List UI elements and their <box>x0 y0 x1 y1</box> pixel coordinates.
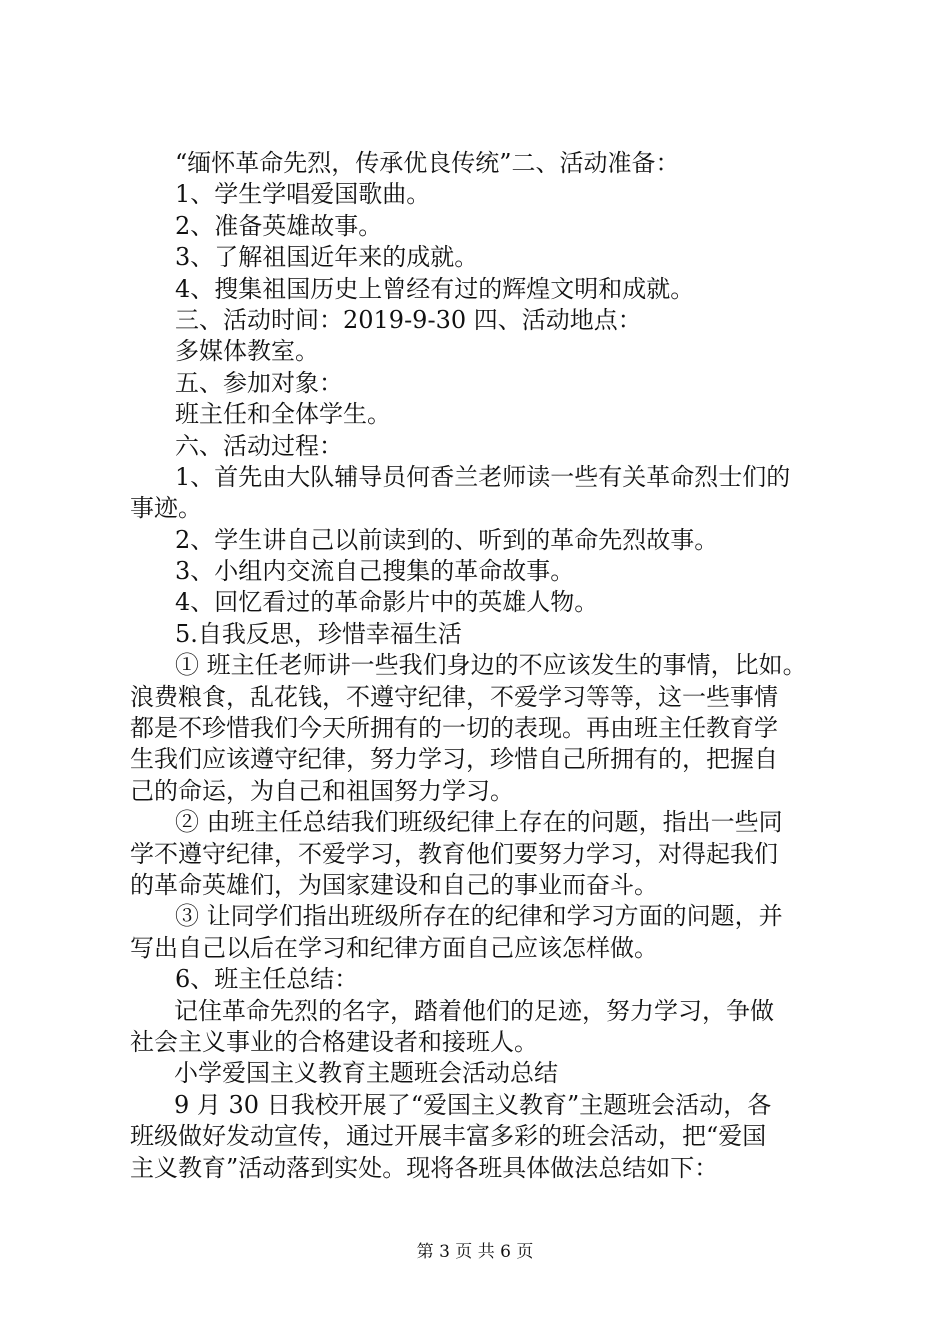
text-line: 班级做好发动宣传，通过开展丰富多彩的班会活动，把“爱国 <box>130 1122 767 1151</box>
page-footer: 第 3 页 共 6 页 <box>416 1242 534 1262</box>
text-line: 9 月 30 日我校开展了“爱国主义教育”主题班会活动，各 <box>174 1090 772 1119</box>
text-line: ① 班主任老师讲一些我们身边的不应该发生的事情，比如。 <box>175 651 807 680</box>
text-line: 五、参加对象： <box>175 368 343 397</box>
text-line: 5.自我反思，珍惜幸福生活 <box>175 619 462 648</box>
text-line: 浪费粮食，乱花钱，不遵守纪律，不爱学习等等，这一些事情 <box>130 682 778 711</box>
text-line: 写出自己以后在学习和纪律方面自己应该怎样做。 <box>130 933 658 962</box>
text-line: 2、学生讲自己以前读到的、听到的革命先烈故事。 <box>175 525 719 554</box>
text-line: 都是不珍惜我们今天所拥有的一切的表现。再由班主任教育学 <box>130 714 778 743</box>
text-line: 生我们应该遵守纪律，努力学习，珍惜自己所拥有的，把握自 <box>130 745 778 774</box>
text-line: 己的命运，为自己和祖国努力学习。 <box>130 776 514 805</box>
text-line: 3、小组内交流自己搜集的革命故事。 <box>175 557 575 586</box>
text-line: ③ 让同学们指出班级所存在的纪律和学习方面的问题，并 <box>175 902 783 931</box>
text-line: 班主任和全体学生。 <box>175 400 391 429</box>
text-line: 三、活动时间：2019-9-30 四、活动地点： <box>175 305 642 334</box>
text-line: 1、首先由大队辅导员何香兰老师读一些有关革命烈士们的 <box>175 462 791 491</box>
text-line: “缅怀革命先烈，传承优良传统”二、活动准备： <box>175 149 680 177</box>
text-line: 2、准备英雄故事。 <box>175 211 383 240</box>
text-line: 小学爱国主义教育主题班会活动总结 <box>174 1059 558 1088</box>
text-line: 主义教育”活动落到实处。现将各班具体做法总结如下： <box>130 1153 719 1182</box>
text-line: ② 由班主任总结我们班级纪律上存在的问题，指出一些同 <box>175 808 783 837</box>
text-line: 6、班主任总结： <box>175 965 359 994</box>
text-line: 事迹。 <box>130 494 202 523</box>
text-line: 多媒体教室。 <box>175 337 319 366</box>
text-line: 的革命英雄们，为国家建设和自己的事业而奋斗。 <box>130 870 658 899</box>
text-line: 学不遵守纪律，不爱学习，教育他们要努力学习，对得起我们 <box>130 839 778 868</box>
text-line: 4、搜集祖国历史上曾经有过的辉煌文明和成就。 <box>175 274 695 303</box>
document-body <box>130 148 842 1184</box>
text-line: 六、活动过程： <box>175 431 343 460</box>
text-line: 1、学生学唱爱国歌曲。 <box>175 180 431 209</box>
text-line: 4、回忆看过的革命影片中的英雄人物。 <box>175 588 599 617</box>
text-line: 社会主义事业的合格建设者和接班人。 <box>130 1027 538 1056</box>
text-line: 记住革命先烈的名字，踏着他们的足迹，努力学习，争做 <box>174 996 774 1025</box>
text-line: 3、了解祖国近年来的成就。 <box>175 243 479 272</box>
